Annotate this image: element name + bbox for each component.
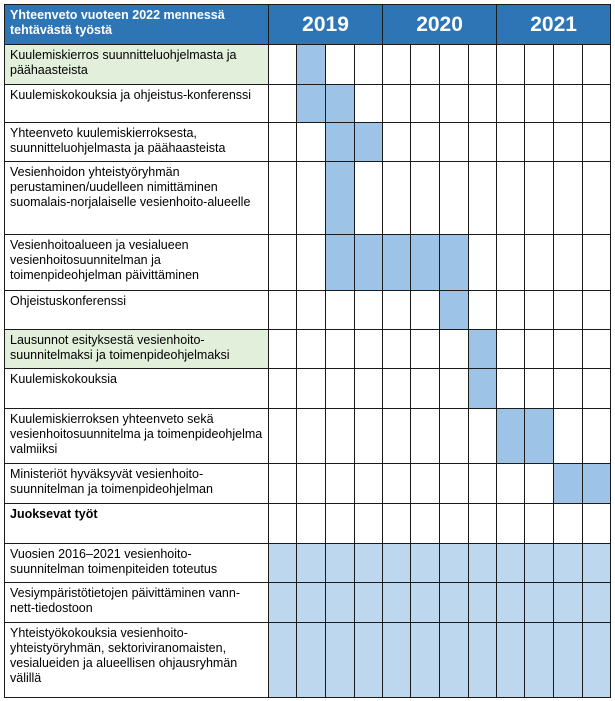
timeline-cell: [383, 409, 411, 464]
task-label: Ohjeistuskonferenssi: [5, 291, 269, 330]
timeline-cell-active: [497, 409, 525, 464]
timeline-cell: [269, 369, 297, 409]
timeline-cell-active: [469, 544, 497, 583]
task-row: [5, 409, 611, 464]
timeline-cell: [469, 162, 497, 235]
timeline-cell-active: [525, 583, 554, 623]
timeline-cell: [411, 291, 440, 330]
task-row: [5, 235, 611, 291]
timeline-cell-active: [525, 623, 554, 698]
timeline-cell: [269, 162, 297, 235]
task-row: [5, 369, 611, 409]
timeline-cell: [297, 504, 326, 544]
task-label: Yhteistyökokouksia vesienhoito-yhteistyöryhmän, sektoriviranomaisten, vesialueiden ja alueellisen ohjausryhmän välillä: [5, 623, 269, 698]
task-row: [5, 85, 611, 123]
timeline-cell-active: [583, 583, 611, 623]
timeline-cell: [355, 45, 383, 85]
timeline-cell: [525, 85, 554, 123]
timeline-cell: [583, 291, 611, 330]
timeline-cell: [583, 45, 611, 85]
timeline-cell: [297, 409, 326, 464]
timeline-cell: [326, 291, 355, 330]
timeline-cell-active: [411, 235, 440, 291]
timeline-cell-active: [411, 544, 440, 583]
timeline-cell: [411, 85, 440, 123]
task-row: [5, 464, 611, 504]
timeline-cell-active: [326, 85, 355, 123]
timeline-cell-active: [583, 544, 611, 583]
timeline-cell-active: [269, 544, 297, 583]
timeline-cell: [583, 504, 611, 544]
timeline-cell: [525, 291, 554, 330]
timeline-cell: [469, 409, 497, 464]
timeline-cell: [269, 291, 297, 330]
timeline-cell: [355, 291, 383, 330]
timeline-cell: [326, 464, 355, 504]
timeline-cell: [383, 330, 411, 369]
timeline-cell: [440, 330, 469, 369]
task-row: [5, 162, 611, 235]
timeline-cell: [269, 123, 297, 162]
timeline-cell-active: [326, 583, 355, 623]
timeline-cell: [497, 291, 525, 330]
timeline-cell: [269, 330, 297, 369]
task-label: Kuulemiskierroksen yhteenveto sekä vesienhoitosuunnitelma ja toimenpideohjelma valmiiksi: [5, 409, 269, 464]
timeline-cell: [326, 504, 355, 544]
timeline-cell-active: [383, 235, 411, 291]
timeline-cell: [411, 45, 440, 85]
timeline-cell: [297, 123, 326, 162]
timeline-cell-active: [440, 235, 469, 291]
timeline-cell: [554, 330, 583, 369]
task-row: [5, 623, 611, 698]
timeline-cell: [440, 123, 469, 162]
timeline-cell: [411, 330, 440, 369]
task-row: [5, 544, 611, 583]
work-summary-gantt-table: [4, 4, 611, 698]
header-row: [5, 5, 611, 45]
timeline-cell-active: [525, 544, 554, 583]
timeline-cell-active: [297, 45, 326, 85]
timeline-cell: [269, 235, 297, 291]
timeline-cell: [326, 409, 355, 464]
timeline-cell: [525, 504, 554, 544]
timeline-cell: [297, 464, 326, 504]
timeline-cell: [297, 330, 326, 369]
year-2020-header: 2020: [383, 5, 497, 45]
timeline-cell: [383, 291, 411, 330]
timeline-cell: [497, 123, 525, 162]
timeline-cell: [469, 85, 497, 123]
timeline-cell: [269, 464, 297, 504]
timeline-cell: [440, 162, 469, 235]
timeline-cell-active: [297, 583, 326, 623]
timeline-cell: [497, 464, 525, 504]
section-heading: Juoksevat työt: [5, 504, 269, 544]
timeline-cell: [497, 162, 525, 235]
timeline-cell: [440, 409, 469, 464]
timeline-cell: [355, 162, 383, 235]
timeline-cell-active: [469, 369, 497, 409]
timeline-cell: [525, 369, 554, 409]
timeline-cell: [583, 123, 611, 162]
timeline-cell-active: [440, 291, 469, 330]
timeline-cell-active: [469, 330, 497, 369]
timeline-cell: [497, 504, 525, 544]
timeline-cell-active: [326, 544, 355, 583]
timeline-cell: [355, 409, 383, 464]
timeline-cell: [355, 464, 383, 504]
timeline-cell-active: [297, 623, 326, 698]
timeline-cell: [554, 45, 583, 85]
timeline-cell-active: [440, 544, 469, 583]
timeline-cell: [297, 235, 326, 291]
timeline-cell: [497, 369, 525, 409]
timeline-cell: [554, 85, 583, 123]
task-label: Ministeriöt hyväksyvät vesienhoito-suunnitelman ja toimenpideohjelman: [5, 464, 269, 504]
timeline-cell-active: [326, 162, 355, 235]
timeline-cell-active: [583, 464, 611, 504]
timeline-cell: [411, 369, 440, 409]
timeline-cell: [469, 123, 497, 162]
timeline-cell: [440, 504, 469, 544]
timeline-cell: [269, 85, 297, 123]
timeline-cell: [497, 235, 525, 291]
timeline-cell: [525, 330, 554, 369]
timeline-cell-active: [355, 235, 383, 291]
timeline-cell: [469, 235, 497, 291]
timeline-cell-active: [554, 583, 583, 623]
timeline-cell: [497, 330, 525, 369]
task-label: Vuosien 2016–2021 vesienhoito-suunnitelman toimenpiteiden toteutus: [5, 544, 269, 583]
timeline-cell: [440, 85, 469, 123]
timeline-cell: [297, 369, 326, 409]
timeline-cell-active: [525, 409, 554, 464]
task-label: Yhteenveto kuulemiskierroksesta, suunnitteluohjelmasta ja päähaasteista: [5, 123, 269, 162]
timeline-cell: [355, 330, 383, 369]
task-label: Kuulemiskokouksia ja ohjeistus-konferenssi: [5, 85, 269, 123]
timeline-cell: [525, 123, 554, 162]
timeline-cell: [440, 45, 469, 85]
year-2019-header: 2019: [269, 5, 383, 45]
task-rows: [5, 45, 611, 698]
timeline-cell: [411, 504, 440, 544]
timeline-cell: [469, 464, 497, 504]
timeline-cell: [469, 291, 497, 330]
task-row: [5, 123, 611, 162]
timeline-cell: [383, 369, 411, 409]
timeline-cell: [269, 504, 297, 544]
timeline-cell: [355, 504, 383, 544]
table-title: Yhteenveto vuoteen 2022 mennessä tehtävästä työstä: [5, 5, 269, 45]
timeline-cell: [583, 235, 611, 291]
timeline-cell: [554, 162, 583, 235]
timeline-cell-active: [583, 623, 611, 698]
task-row: [5, 45, 611, 85]
timeline-cell-active: [269, 583, 297, 623]
timeline-cell: [525, 45, 554, 85]
timeline-cell-active: [469, 583, 497, 623]
timeline-cell: [554, 409, 583, 464]
timeline-cell: [269, 409, 297, 464]
timeline-cell-active: [497, 544, 525, 583]
timeline-cell: [355, 85, 383, 123]
timeline-cell-active: [355, 583, 383, 623]
task-row: [5, 504, 611, 544]
timeline-cell: [326, 330, 355, 369]
timeline-cell: [269, 45, 297, 85]
timeline-cell: [383, 123, 411, 162]
timeline-cell-active: [469, 623, 497, 698]
timeline-cell: [383, 85, 411, 123]
timeline-cell: [497, 85, 525, 123]
timeline-cell: [383, 45, 411, 85]
timeline-cell-active: [554, 544, 583, 583]
task-row: [5, 291, 611, 330]
timeline-cell: [497, 45, 525, 85]
timeline-cell-active: [440, 583, 469, 623]
timeline-cell-active: [297, 544, 326, 583]
timeline-cell: [554, 235, 583, 291]
timeline-cell-active: [269, 623, 297, 698]
timeline-cell: [297, 291, 326, 330]
timeline-cell-active: [440, 623, 469, 698]
timeline-cell-active: [554, 623, 583, 698]
timeline-cell-active: [497, 623, 525, 698]
timeline-cell: [326, 45, 355, 85]
task-label: Kuulemiskokouksia: [5, 369, 269, 409]
timeline-cell: [383, 464, 411, 504]
timeline-cell: [525, 162, 554, 235]
timeline-cell: [411, 123, 440, 162]
timeline-cell: [411, 464, 440, 504]
timeline-cell: [554, 291, 583, 330]
timeline-cell: [355, 369, 383, 409]
timeline-cell: [411, 409, 440, 464]
timeline-cell-active: [297, 85, 326, 123]
task-label: Vesiympäristötietojen päivittäminen vann-nett-tiedostoon: [5, 583, 269, 623]
timeline-cell: [525, 464, 554, 504]
timeline-cell: [583, 369, 611, 409]
timeline-cell: [583, 330, 611, 369]
timeline-cell: [583, 162, 611, 235]
timeline-cell-active: [355, 623, 383, 698]
task-row: [5, 330, 611, 369]
timeline-cell: [440, 369, 469, 409]
timeline-cell-active: [326, 235, 355, 291]
timeline-cell: [411, 162, 440, 235]
timeline-cell: [554, 369, 583, 409]
timeline-cell-active: [326, 123, 355, 162]
timeline-cell-active: [355, 123, 383, 162]
task-label: Vesienhoidon yhteistyöryhmän perustaminen/uudelleen nimittäminen suomalais-norjalaiselle vesienhoito-alueelle: [5, 162, 269, 235]
timeline-cell-active: [497, 583, 525, 623]
timeline-cell-active: [411, 623, 440, 698]
timeline-cell: [554, 123, 583, 162]
task-label: Kuulemiskierros suunnitteluohjelmasta ja päähaasteista: [5, 45, 269, 85]
timeline-cell-active: [326, 623, 355, 698]
timeline-cell-active: [411, 583, 440, 623]
timeline-cell-active: [383, 623, 411, 698]
timeline-cell-active: [355, 544, 383, 583]
task-label: Vesienhoitoalueen ja vesialueen vesienhoitosuunnitelman ja toimenpideohjelman päivittäminen: [5, 235, 269, 291]
timeline-cell: [469, 45, 497, 85]
timeline-cell: [383, 504, 411, 544]
timeline-cell-active: [383, 583, 411, 623]
timeline-cell-active: [554, 464, 583, 504]
task-row: [5, 583, 611, 623]
year-2021-header: 2021: [497, 5, 611, 45]
timeline-cell: [583, 409, 611, 464]
timeline-cell: [440, 464, 469, 504]
timeline-cell: [297, 162, 326, 235]
timeline-cell: [525, 235, 554, 291]
timeline-cell: [469, 504, 497, 544]
timeline-cell: [326, 369, 355, 409]
timeline-cell: [383, 162, 411, 235]
timeline-cell: [583, 85, 611, 123]
timeline-cell: [554, 504, 583, 544]
timeline-cell-active: [383, 544, 411, 583]
task-label: Lausunnot esityksestä vesienhoito-suunnitelmaksi ja toimenpideohjelmaksi: [5, 330, 269, 369]
